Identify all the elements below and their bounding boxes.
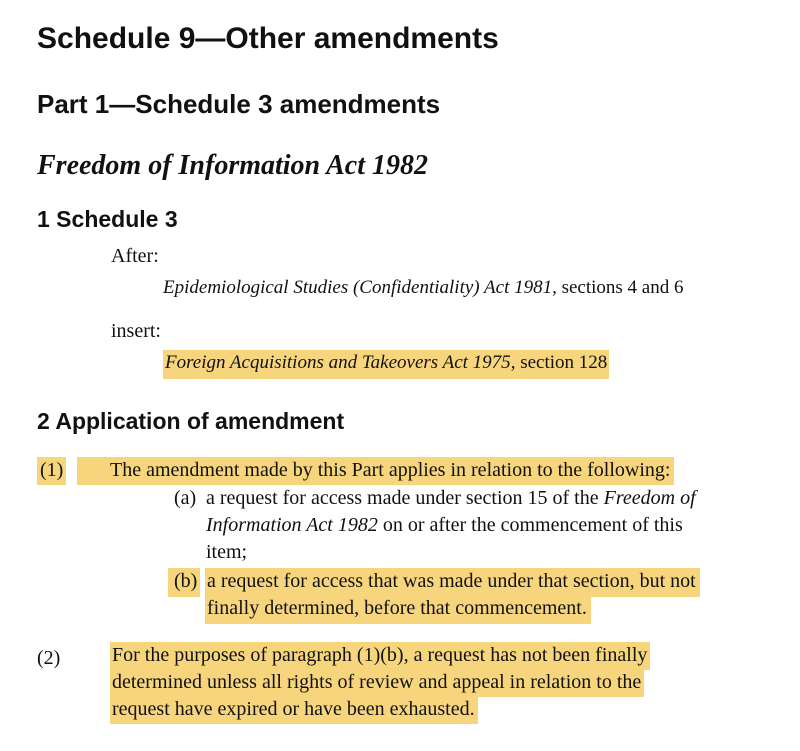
- paragraph-a-label: (a): [174, 487, 197, 509]
- paragraph-a-line: [206, 487, 696, 510]
- paragraph-b-line: finally determined, before that commencement.: [205, 595, 591, 624]
- paragraph-a-line: [206, 514, 683, 537]
- paragraph-a-act-name: Freedom of: [603, 487, 696, 509]
- subsection-2-line: For the purposes of paragraph (1)(b), a request has not been finally: [110, 642, 650, 670]
- after-act-name: Epidemiological Studies (Confidentiality) Act 1981: [163, 277, 553, 298]
- paragraph-b-label: (b): [168, 568, 200, 597]
- item1-heading: 1 Schedule 3: [37, 206, 178, 232]
- after-act-reference: [163, 277, 684, 299]
- paragraph-a-text: on or after the commencement of this: [377, 514, 683, 536]
- after-act-sections: , sections 4 and 6: [552, 277, 684, 298]
- schedule-title: Schedule 9—Other amendments: [37, 22, 499, 55]
- part-title: Part 1—Schedule 3 amendments: [37, 89, 441, 119]
- paragraph-a-act-name: Information Act 1982: [206, 514, 378, 536]
- paragraph-a-line: item;: [206, 541, 248, 563]
- paragraph-a-text: a request for access made under section 15 of the: [206, 487, 604, 509]
- subsection-2-line: request have expired or have been exhausted.: [110, 696, 478, 724]
- insert-label: insert:: [111, 320, 161, 342]
- insert-act-reference: [163, 350, 609, 379]
- subsection-1-text: The amendment made by this Part applies in relation to the following:: [77, 457, 674, 485]
- act-title: Freedom of Information Act 1982: [37, 150, 428, 181]
- paragraph-b-line: a request for access that was made under that section, but not: [205, 568, 700, 597]
- subsection-2-number: (2): [37, 647, 61, 669]
- after-label: After:: [111, 245, 159, 267]
- subsection-2-line: determined unless all rights of review and appeal in relation to the: [110, 669, 644, 697]
- insert-act-name: Foreign Acquisitions and Takeovers Act 1975: [165, 352, 511, 373]
- subsection-1-number: (1): [37, 457, 66, 485]
- insert-act-section: , section 128: [510, 352, 608, 373]
- item2-heading: 2 Application of amendment: [37, 408, 345, 434]
